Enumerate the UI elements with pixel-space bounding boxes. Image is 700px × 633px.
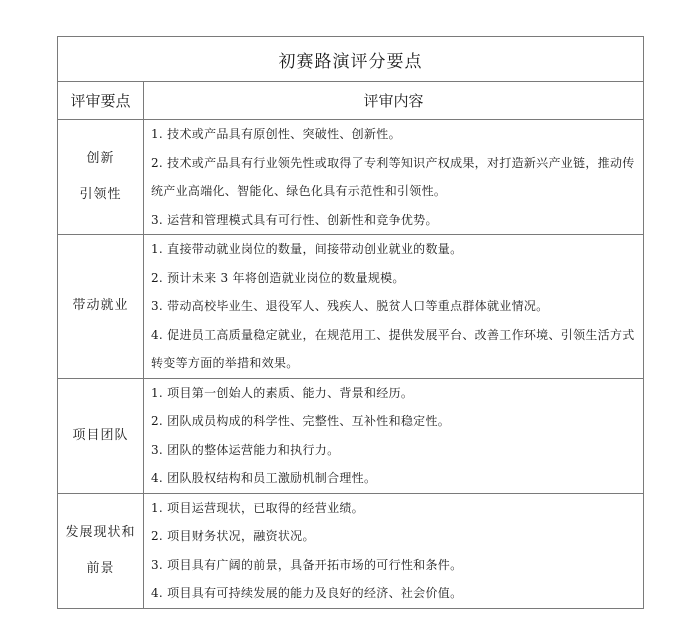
list-item: 1. 项目运营现状，已取得的经营业绩。 [151, 500, 364, 515]
list-item: 3. 团队的整体运营能力和执行力。 [151, 442, 340, 457]
list-item: 2. 预计未来 3 年将创造就业岗位的数量规模。 [151, 270, 405, 285]
criterion-prospects [58, 493, 144, 608]
criterion-employment [58, 235, 144, 379]
criterion-innovation [58, 120, 144, 235]
table-row [58, 235, 644, 379]
list-item: 4. 项目具有可持续发展的能力及良好的经济、社会价值。 [151, 586, 463, 600]
list-item: 4. 促进员工高质量稳定就业，在规范用工、提供发展平台、改善工作环境、引领生活方式转变等方面的举措和效果。 [151, 327, 635, 370]
content-employment [144, 235, 644, 379]
list-item: 3. 项目具有广阔的前景，具备开拓市场的可行性和条件。 [151, 557, 463, 572]
list-item: 4. 团队股权结构和员工激励机制合理性。 [151, 471, 377, 485]
list-item: 3. 带动高校毕业生、退役军人、残疾人、脱贫人口等重点群体就业情况。 [151, 299, 549, 313]
criterion-line: 带动就业 [72, 298, 129, 314]
list-item: 1. 技术或产品具有原创性、突破性、创新性。 [151, 127, 401, 141]
criterion-line: 发展现状和 [65, 524, 136, 540]
list-item: 1. 项目第一创始人的素质、能力、背景和经历。 [151, 385, 414, 400]
list-item: 2. 项目财务状况，融资状况。 [151, 529, 315, 543]
criterion-line: 引领性 [79, 187, 122, 202]
table-title: 初赛路演评分要点 [58, 37, 644, 82]
list-item: 1. 直接带动就业岗位的数量，间接带动创业就业的数量。 [151, 242, 463, 256]
content-innovation [144, 120, 644, 235]
criterion-team [58, 378, 144, 493]
table-row [58, 378, 644, 493]
table-row [58, 493, 644, 608]
scoring-table [57, 36, 644, 609]
table-row [58, 120, 644, 235]
header-key: 评审要点 [58, 82, 144, 120]
list-item: 2. 技术或产品具有行业领先性或取得了专利等知识产权成果，对打造新兴产业链，推动传统产业高端化、智能化、绿色化具有示范性和引领性。 [151, 155, 635, 198]
list-item: 2. 团队成员构成的科学性、完整性、互补性和稳定性。 [151, 414, 451, 428]
content-team [144, 378, 644, 493]
criterion-line: 前景 [86, 560, 115, 576]
content-prospects [144, 493, 644, 608]
list-item: 3. 运营和管理模式具有可行性、创新性和竞争优势。 [151, 212, 438, 227]
criterion-line: 项目团队 [72, 427, 129, 443]
criterion-line: 创新 [86, 151, 115, 166]
header-content: 评审内容 [144, 82, 644, 120]
